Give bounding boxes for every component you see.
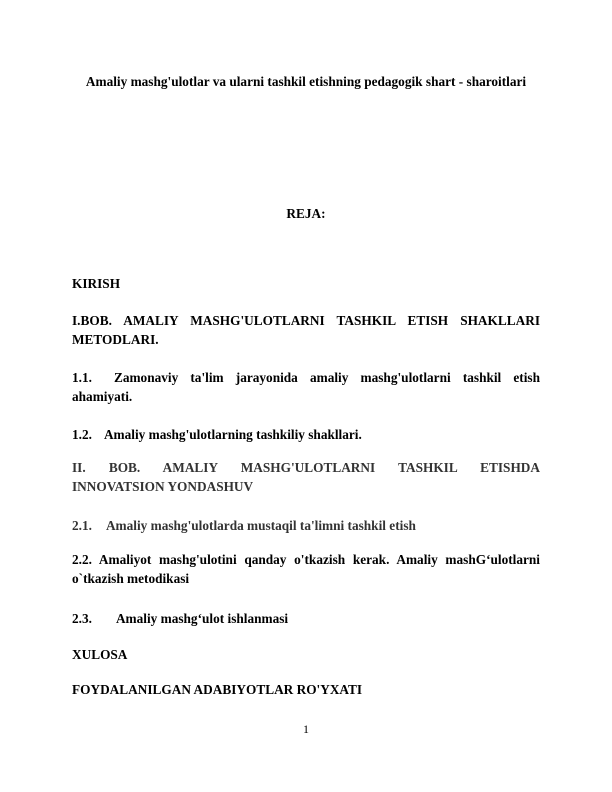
toc-1-1-line-2: ahamiyati. <box>72 389 133 404</box>
toc-item-2-2 <box>72 550 540 588</box>
toc-item-chapter-2 <box>72 458 540 496</box>
toc-2-1-number: 2.1. <box>72 518 92 533</box>
page-number: 1 <box>303 722 309 736</box>
toc-2-3-text: Amaliy mashg‘ulot ishlanmasi <box>115 611 289 626</box>
toc-chapter-1-line-1: I.BOB. AMALIY MASHG'ULOTLARNI TASHKIL ETISH SHAKLLARI <box>72 313 540 328</box>
toc-item-2-1 <box>72 516 540 535</box>
toc-item-references: FOYDALANILGAN ADABIYOTLAR RO'YXATI <box>72 682 363 697</box>
toc-item-1-1 <box>72 368 540 406</box>
toc-2-2-line-1: 2.2. Amaliyot mashg'ulotini qanday o'tkazish kerak. Amaliy mashG‘ulotlarni <box>72 552 540 567</box>
toc-1-2-number: 1.2. <box>72 427 92 442</box>
toc-1-1-number: 1.1. <box>72 370 92 385</box>
toc-2-3-number: 2.3. <box>72 611 92 626</box>
toc-chapter-2-line-1: II. BOB. AMALIY MASHG'ULOTLARNI TASHKIL ETISHDA <box>72 460 540 475</box>
plan-heading: REJA: <box>286 206 326 221</box>
document-title: Amaliy mashg'ulotlar va ularni tashkil etishning pedagogik shart - sharoitlari <box>85 74 527 89</box>
toc-item-2-3 <box>72 609 540 628</box>
toc-chapter-1-line-2: METODLARI. <box>72 332 159 347</box>
toc-1-1-line-1 <box>72 368 540 387</box>
toc-item-xulosa: XULOSA <box>72 647 128 662</box>
toc-item-kirish: KIRISH <box>72 276 121 291</box>
toc-1-1-text: Zamonaviy ta'lim jarayonida amaliy mashg'ulotlarni tashkil etish <box>113 370 540 385</box>
toc-2-1-text: Amaliy mashg'ulotlarda mustaqil ta'limni tashkil etish <box>105 518 416 533</box>
toc-item-chapter-1 <box>72 311 540 349</box>
toc-chapter-2-line-2: INNOVATSION YONDASHUV <box>72 479 254 494</box>
toc-1-2-text: Amaliy mashg'ulotlarning tashkiliy shakllari. <box>103 427 362 442</box>
toc-item-1-2 <box>72 425 540 444</box>
toc-2-2-line-2: o`tkazish metodikasi <box>72 571 190 586</box>
